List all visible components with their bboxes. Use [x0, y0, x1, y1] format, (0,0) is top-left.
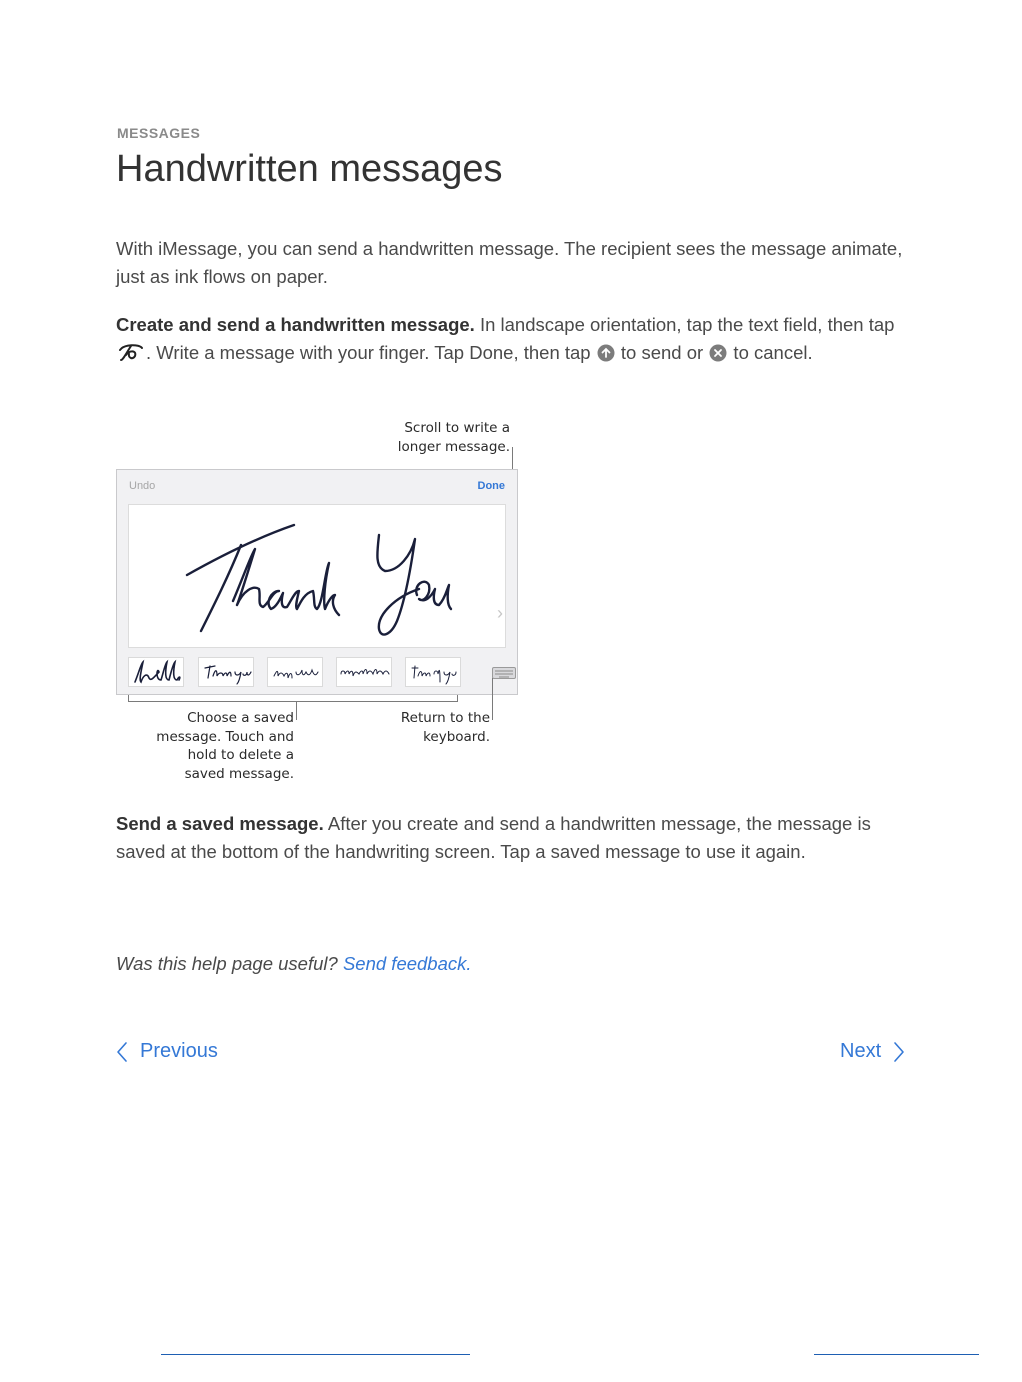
handwriting-ink	[129, 505, 505, 647]
callout-bracket-h	[128, 701, 458, 702]
send-arrow-icon	[597, 342, 615, 370]
saved-message-thank-you[interactable]	[198, 657, 254, 687]
feedback-question: Was this help page useful?	[116, 953, 338, 974]
handwriting-icon	[117, 342, 145, 370]
callout-return: Return to the keyboard.	[400, 710, 490, 745]
callout-line-choose	[296, 702, 297, 720]
send-feedback-link[interactable]: Send feedback.	[342, 953, 472, 974]
saved-message-thinking-of-you[interactable]	[405, 657, 461, 687]
create-paragraph	[116, 311, 916, 370]
chevron-right-icon	[893, 1041, 905, 1063]
saved-message-congratulations[interactable]	[336, 657, 392, 687]
handwriting-canvas[interactable]	[128, 504, 506, 648]
callout-choose: Choose a saved message. Touch and hold to delete a saved message.	[156, 710, 294, 782]
saved-paragraph	[116, 810, 916, 866]
feedback-line	[116, 953, 472, 975]
intro-paragraph: With iMessage, you can send a handwritten message. The recipient sees the message animate, just as ink flows on paper.	[116, 238, 903, 287]
callout-bracket-right	[457, 695, 458, 702]
create-text-1: In landscape orientation, tap the text field, then tap	[474, 314, 895, 335]
chevron-left-icon	[116, 1041, 128, 1063]
callout-bracket-left	[128, 695, 129, 702]
create-text-2: . Write a message with your finger. Tap Done, then tap	[146, 342, 596, 363]
cancel-x-icon	[709, 342, 727, 370]
footer-divider-right	[814, 1354, 979, 1355]
saved-message-happy-birthday[interactable]	[267, 657, 323, 687]
create-text-3: to send or	[615, 342, 709, 363]
section-eyebrow: MESSAGES	[117, 125, 201, 141]
scroll-chevron-icon[interactable]: ›	[497, 603, 503, 623]
saved-text: After you create and send a handwritten message, the message is saved at the bottom of the handwriting screen. Tap a saved message to use it again.	[116, 813, 871, 862]
callout-line-return	[492, 678, 493, 720]
done-button[interactable]: Done	[477, 480, 505, 492]
saved-heading: Send a saved message.	[116, 813, 324, 834]
saved-message-hello[interactable]	[128, 657, 184, 687]
callout-scroll: Scroll to write a longer message.	[397, 420, 510, 455]
create-heading: Create and send a handwritten message.	[116, 314, 475, 335]
previous-label: Previous	[140, 1040, 218, 1062]
previous-link[interactable]	[116, 1040, 218, 1063]
next-link[interactable]	[840, 1040, 905, 1063]
footer-divider-left	[161, 1354, 470, 1355]
keyboard-icon[interactable]	[492, 666, 516, 684]
next-label: Next	[840, 1040, 882, 1062]
page-title: Handwritten messages	[116, 148, 503, 190]
undo-button[interactable]: Undo	[129, 480, 156, 492]
handwriting-panel	[116, 469, 518, 695]
saved-messages-row	[128, 657, 508, 687]
create-text-4: to cancel.	[728, 342, 813, 363]
